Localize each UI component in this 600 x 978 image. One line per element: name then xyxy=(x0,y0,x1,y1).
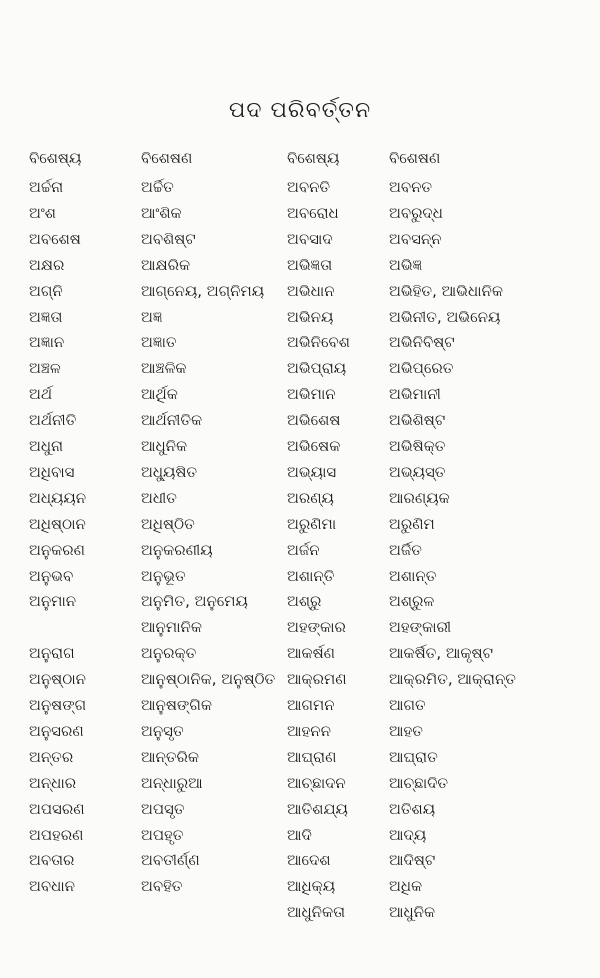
table-row xyxy=(0,903,600,929)
noun-cell: ଆତିଶଯ୍ୟ xyxy=(287,799,348,818)
adjective-cell: ଆଘ୍ରାତ xyxy=(389,747,438,766)
header-noun-2: ବିଶେଷ୍ୟ xyxy=(287,149,340,167)
table-row xyxy=(0,178,600,204)
adjective-cell: ଅଧ୍ୟୁଷିତ xyxy=(141,462,198,481)
table-row xyxy=(0,567,600,593)
noun-cell: ଆଧିକ୍ୟ xyxy=(287,877,336,896)
adjective-cell: ଆଚ୍ଛାଦିତ xyxy=(389,773,449,792)
adjective-cell: ଅବସନ୍ନ xyxy=(389,229,442,248)
noun-cell: ଅଧୁନା xyxy=(29,437,64,455)
noun-cell: ଆଧୁନିକତା xyxy=(287,903,346,922)
adjective-cell: ଅନୁକରଣୀୟ xyxy=(141,540,213,559)
table-row xyxy=(0,541,600,567)
table-row xyxy=(0,696,600,722)
table-row xyxy=(0,385,600,411)
noun-cell: ଆଘ୍ରାଣ xyxy=(287,747,337,766)
noun-cell: ଆହନନ xyxy=(287,721,331,740)
adjective-cell: ଆନ୍ତରିକ xyxy=(141,747,200,766)
adjective-cell: ଅର୍ଚ୍ଚିତ xyxy=(141,178,174,196)
table-row xyxy=(0,308,600,334)
table-row xyxy=(0,877,600,903)
table-row xyxy=(0,722,600,748)
table-row xyxy=(0,359,600,385)
noun-cell: ଅନ୍ତର xyxy=(29,747,74,766)
table-row xyxy=(0,851,600,877)
noun-cell: ଅଭିଧାନ xyxy=(287,281,335,300)
noun-cell: ଅଜ୍ଞାନ xyxy=(29,333,65,352)
adjective-cell: ଆର୍ଥିକ xyxy=(141,385,178,404)
adjective-cell: ଅନ୍ଧାରୁଆ xyxy=(141,773,203,792)
adjective-cell: ଅରୁଣିମ xyxy=(389,514,435,533)
table-row xyxy=(0,800,600,826)
noun-cell: ଅନ୍ଧାର xyxy=(29,773,77,792)
table-row xyxy=(0,515,600,541)
adjective-cell: ଆଦ୍ୟ xyxy=(389,825,427,844)
adjective-cell: ଅଭିଜ୍ଞ xyxy=(389,255,423,274)
table-row xyxy=(0,437,600,463)
adjective-cell: ଅପସୃତ xyxy=(141,799,185,818)
table-row xyxy=(0,644,600,670)
noun-cell: ଆକ୍ରମଣ xyxy=(287,670,347,689)
noun-cell: ଅର୍ଥ xyxy=(29,385,53,404)
noun-cell: ଅଧିବାସ xyxy=(29,462,75,481)
noun-cell: ଅର୍ଚ୍ଚନା xyxy=(29,178,64,196)
table-row xyxy=(0,592,600,618)
noun-cell: ଅଧ୍ୟୟନ xyxy=(29,488,87,507)
noun-cell: ଅନୁରାଗ xyxy=(29,644,75,663)
adjective-cell: ଅଭିଷିକ୍ତ xyxy=(389,437,446,455)
adjective-cell: ଅତିଶୟ xyxy=(389,799,436,818)
adjective-cell: ଅଶାନ୍ତ xyxy=(389,566,437,585)
noun-cell: ଅନୁମାନ xyxy=(29,592,77,611)
table-row xyxy=(0,230,600,256)
header-adjective-1: ବିଶେଷଣ xyxy=(141,149,193,167)
noun-cell: ଅବସାଦ xyxy=(287,229,333,248)
adjective-cell: ଅନୁଭୂତ xyxy=(141,566,186,585)
adjective-cell: ଆଦିଷ୍ଟ xyxy=(389,851,436,870)
noun-cell: ଅଭିପ୍ରାୟ xyxy=(287,359,347,378)
table-row xyxy=(0,333,600,359)
adjective-cell: ଅହଙ୍କାରୀ xyxy=(389,618,452,637)
adjective-cell: ଆଗତ xyxy=(389,696,426,714)
noun-cell: ଅକ୍ଷର xyxy=(29,255,65,274)
noun-cell: ଅଭିଜ୍ଞତା xyxy=(287,255,333,274)
noun-cell: ଅଜ୍ଞତା xyxy=(29,307,63,326)
noun-cell: ଅଞ୍ଚଳ xyxy=(29,359,61,378)
adjective-cell: ଅର୍ଜିତ xyxy=(389,540,422,559)
adjective-cell: ଆନୁଷ୍ଠାନିକ, ଅନୁଷ୍ଠିତ xyxy=(141,670,276,689)
adjective-cell: ଅଧିଷ୍ଠିତ xyxy=(141,514,195,533)
noun-cell: ଅପସରଣ xyxy=(29,799,85,818)
adjective-cell: ଅନୁମିତ, ଅନୁମେୟ xyxy=(141,592,248,611)
table-row xyxy=(0,489,600,515)
noun-cell: ଅର୍ଜନ xyxy=(287,540,320,559)
noun-cell: ଅରୁଣିମା xyxy=(287,514,337,533)
adjective-cell: ଆନୁମାନିକ xyxy=(141,618,202,637)
adjective-cell: ଆକ୍ଷରିକ xyxy=(141,255,191,274)
noun-cell: ଅଭିଶେଷ xyxy=(287,411,341,430)
adjective-cell: ଅଭ୍ୟସ୍ତ xyxy=(389,462,446,481)
noun-cell: ଆଚ୍ଛାଦନ xyxy=(287,773,346,792)
adjective-cell: ଆର୍ଥନୀତିକ xyxy=(141,411,203,430)
header-adjective-2: ବିଶେଷଣ xyxy=(389,149,441,167)
adjective-cell: ଅଜ୍ଞ xyxy=(141,307,163,326)
noun-cell: ଅଭିଷେକ xyxy=(287,437,341,455)
table-row xyxy=(0,826,600,852)
adjective-cell: ଅଭିମାନୀ xyxy=(389,385,441,404)
adjective-cell: ଅପହୃତ xyxy=(141,825,184,844)
noun-cell: ଅନୁଷଙ୍ଗ xyxy=(29,696,87,714)
noun-cell: ଅଭିନିବେଶ xyxy=(287,333,350,352)
table-row xyxy=(0,411,600,437)
adjective-cell: ଅବତୀର୍ଣ୍ଣ xyxy=(141,851,200,870)
noun-cell: ଅବତାର xyxy=(29,851,75,870)
header-noun-1: ବିଶେଷ୍ୟ xyxy=(29,149,82,167)
noun-cell: ଅଂଶ xyxy=(29,203,56,222)
noun-cell: ଅଭିନୟ xyxy=(287,307,334,326)
noun-cell: ଅଭିମାନ xyxy=(287,385,336,404)
noun-cell: ଆଗମନ xyxy=(287,696,335,714)
adjective-cell: ଅଭିନୀତ, ଅଭିନେୟ xyxy=(389,307,501,326)
noun-cell: ଅନୁଷ୍ଠାନ xyxy=(29,670,87,689)
noun-cell: ଅନୁଭବ xyxy=(29,566,74,585)
adjective-cell: ଆହତ xyxy=(389,721,423,740)
table-row xyxy=(0,282,600,308)
page-title: ପଦ ପରିବର୍ତ୍ତନ xyxy=(228,98,372,123)
table-row xyxy=(0,618,600,644)
adjective-cell: ଅନୁରକ୍ତ xyxy=(141,644,197,663)
noun-cell: ଅବରୋଧ xyxy=(287,203,339,222)
noun-cell: ଆକର୍ଷଣ xyxy=(287,644,336,663)
table-row xyxy=(0,256,600,282)
noun-cell: ଅଗ୍ନି xyxy=(29,281,63,300)
table-row xyxy=(0,748,600,774)
noun-cell: ଅବଶେଷ xyxy=(29,229,81,248)
adjective-cell: ଅବରୁଦ୍ଧ xyxy=(389,203,443,222)
noun-cell: ଅହଙ୍କାର xyxy=(287,618,346,637)
noun-cell: ଅବଧାନ xyxy=(29,877,75,896)
adjective-cell: ଅଜ୍ଞାତ xyxy=(141,333,177,352)
adjective-cell: ଆକର୍ଷିତ, ଆକୃଷ୍ଟ xyxy=(389,644,493,663)
noun-cell: ଅପହରଣ xyxy=(29,825,84,844)
adjective-cell: ଆଗ୍ନେୟ, ଅଗ୍ନିମୟ xyxy=(141,281,265,300)
table-row xyxy=(0,204,600,230)
noun-cell: ଅଶ୍ରୁ xyxy=(287,592,322,611)
column-headers xyxy=(0,149,600,175)
table-row xyxy=(0,774,600,800)
adjective-cell: ଅଭିହିତ, ଆଭିଧାନିକ xyxy=(389,281,503,300)
adjective-cell: ଅନୁସୃତ xyxy=(141,721,184,740)
adjective-cell: ଅଭିନିବିଷ୍ଟ xyxy=(389,333,455,352)
adjective-cell: ଅଧୀତ xyxy=(141,488,177,507)
adjective-cell: ଅଭିପ୍ରେତ xyxy=(389,359,454,378)
noun-cell: ଆଦି xyxy=(287,825,312,844)
adjective-cell: ଆଂଶିକ xyxy=(141,203,182,222)
adjective-cell: ଅଶ୍ରୁଳ xyxy=(389,592,435,611)
adjective-cell: ଅଧିକ xyxy=(389,877,423,896)
adjective-cell: ଅବଶିଷ୍ଟ xyxy=(141,229,196,248)
noun-cell: ଅନୁସରଣ xyxy=(29,721,84,740)
noun-cell: ଅଶାନ୍ତି xyxy=(287,566,335,585)
noun-cell: ଅବନତି xyxy=(287,178,331,196)
noun-cell: ଅଭ୍ୟାସ xyxy=(287,462,337,481)
adjective-cell: ଆଞ୍ଚଳିକ xyxy=(141,359,187,378)
adjective-cell: ଆଧୁନିକ xyxy=(141,437,188,455)
noun-cell: ଅରଣ୍ୟ xyxy=(287,488,334,507)
adjective-cell: ଅବହିତ xyxy=(141,877,183,896)
adjective-cell: ଅବନତ xyxy=(389,178,433,196)
noun-cell: ଆଦେଶ xyxy=(287,851,331,870)
adjective-cell: ଅଭିଶିଷ୍ଟ xyxy=(389,411,446,430)
adjective-cell: ଆଧୁନିକ xyxy=(389,903,436,922)
noun-cell: ଅଧିଷ୍ଠାନ xyxy=(29,514,86,533)
table-row xyxy=(0,463,600,489)
adjective-cell: ଆନୁଷଙ୍ଗିକ xyxy=(141,696,212,714)
adjective-cell: ଆରଣ୍ୟକ xyxy=(389,488,450,507)
adjective-cell: ଆକ୍ରମିତ, ଆକ୍ରାନ୍ତ xyxy=(389,670,516,689)
noun-cell: ଅର୍ଥନୀତି xyxy=(29,411,77,430)
table-row xyxy=(0,670,600,696)
noun-cell: ଅନୁକରଣ xyxy=(29,540,85,559)
